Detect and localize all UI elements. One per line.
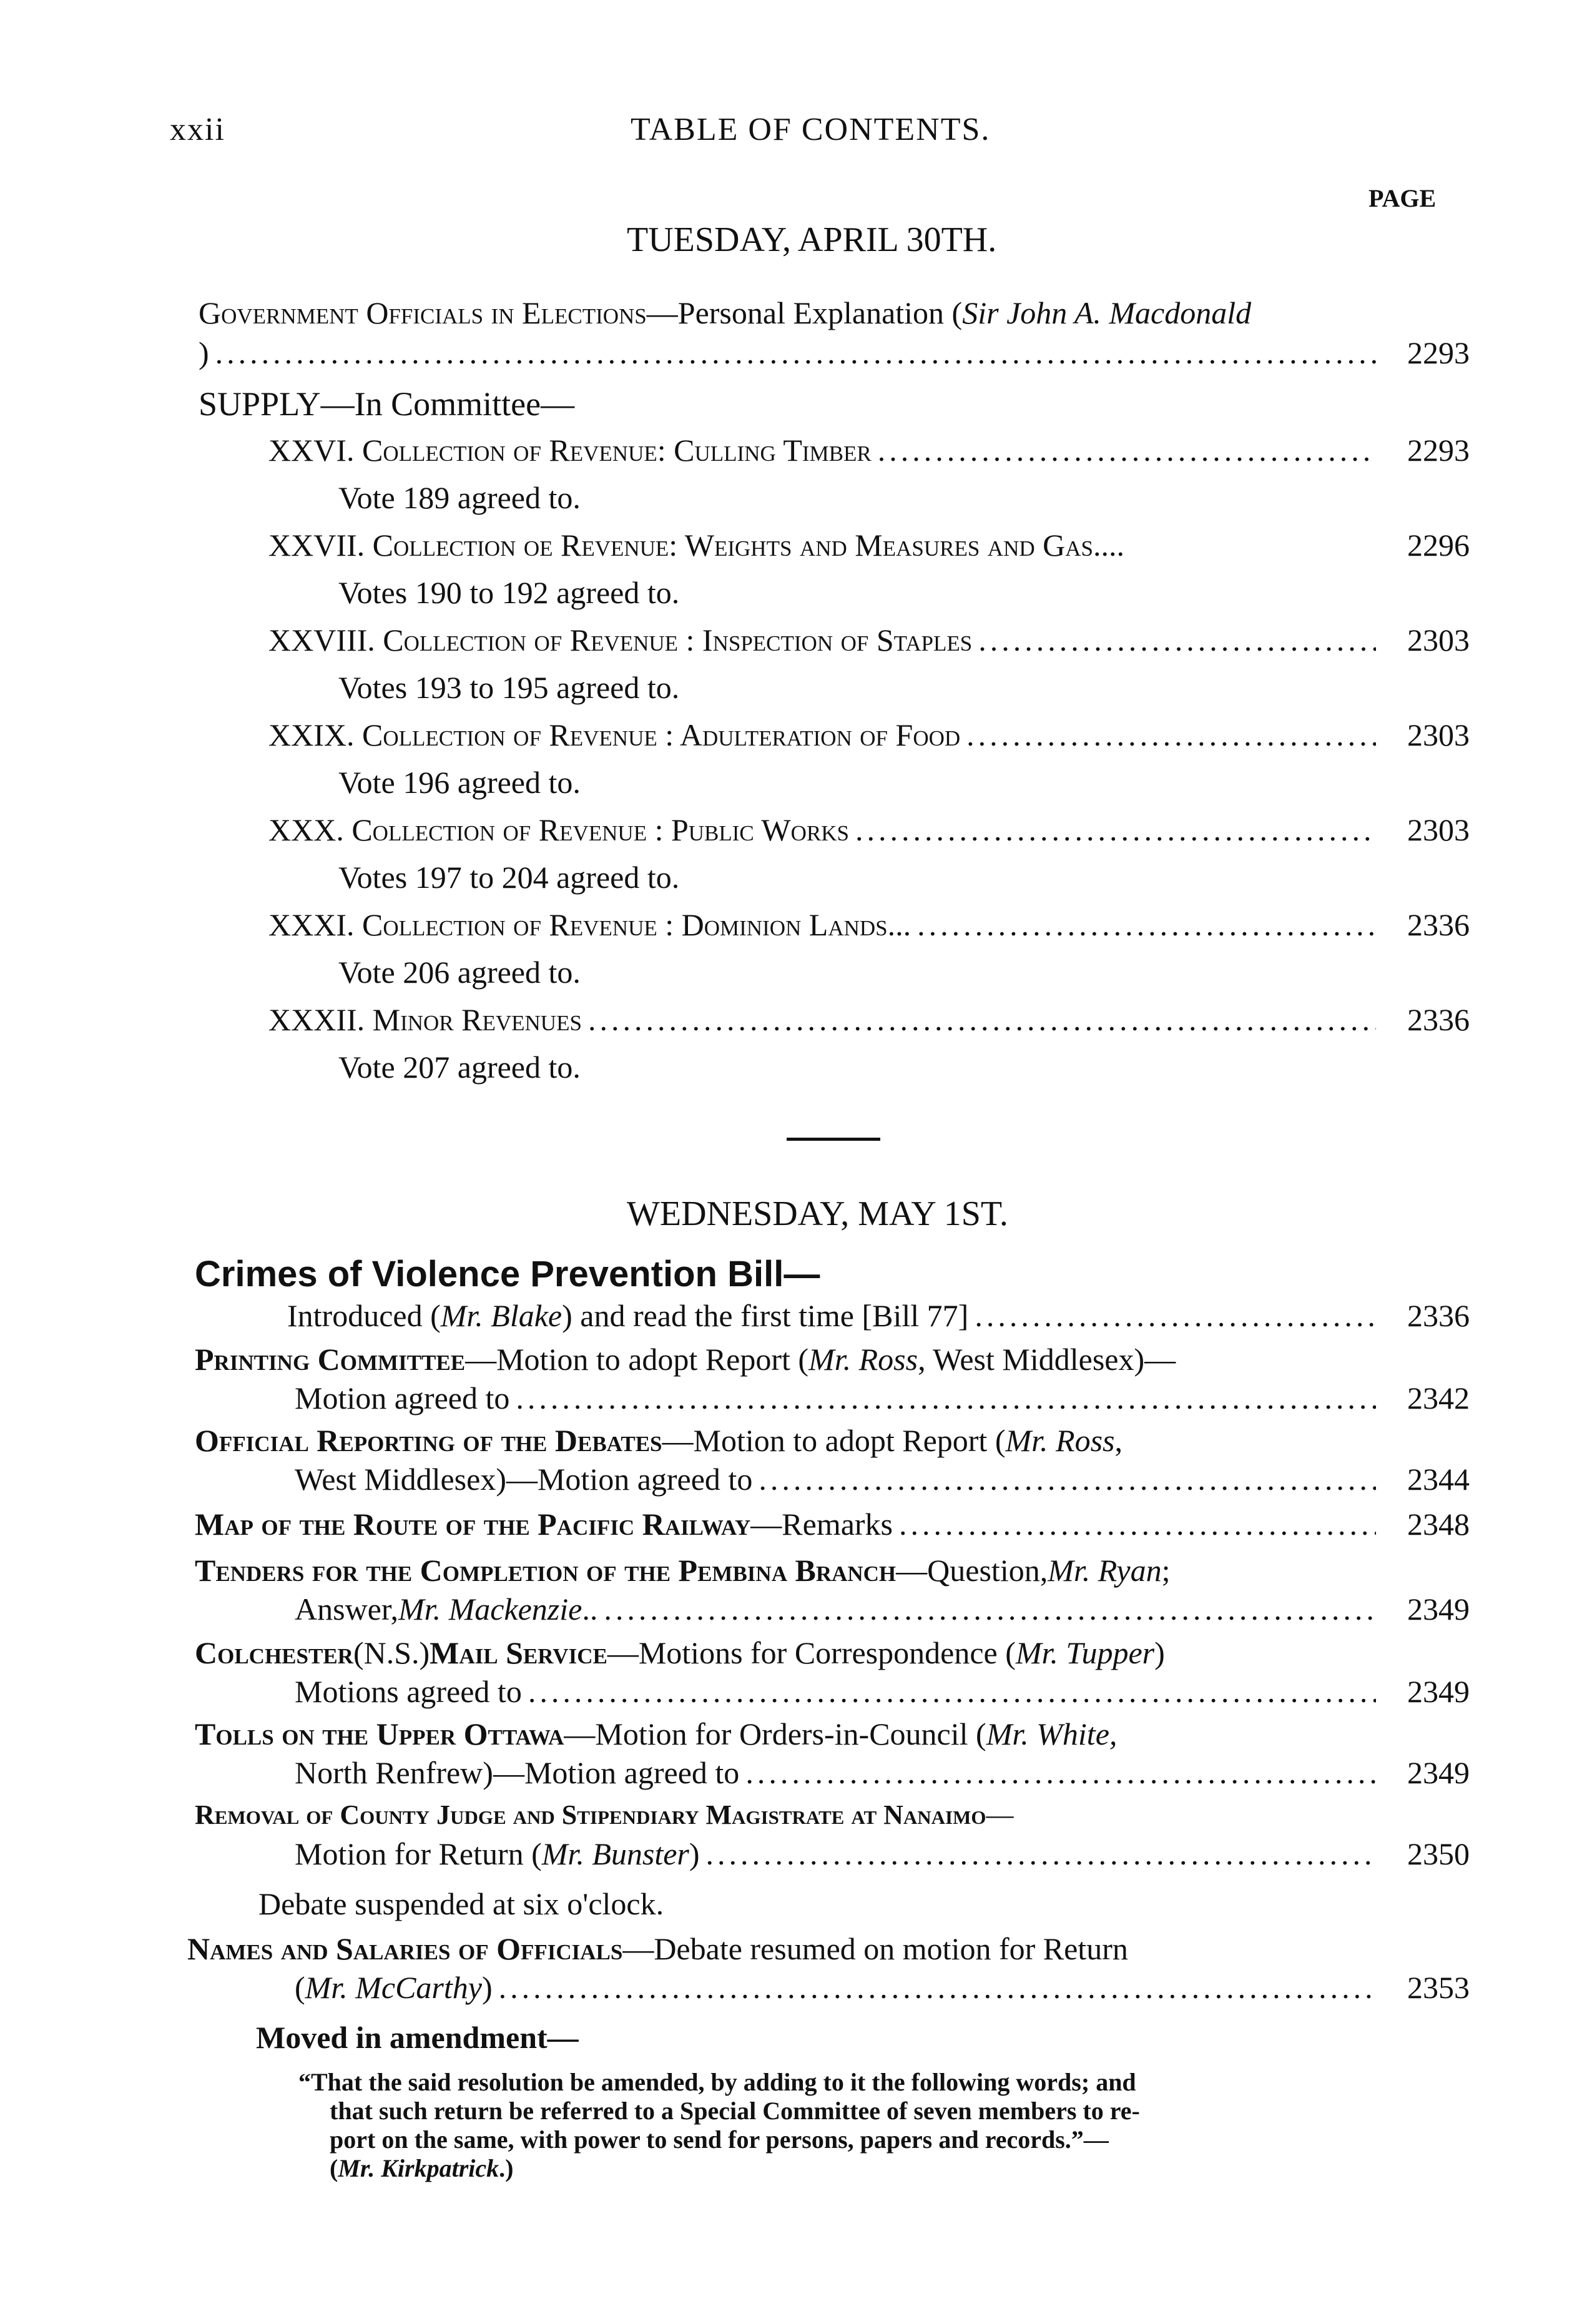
entry-title: Printing Committee [195,1342,466,1377]
entry-speaker: Mr. White, [986,1716,1118,1751]
entry-note: Debate suspended at six o'clock. [258,1886,664,1921]
item-page: 2303 [1407,717,1470,752]
entry-title: Tolls on the Upper Ottawa [195,1716,564,1751]
leader-dots [975,1296,1376,1335]
item-number: XXVI. [268,433,355,468]
entry-title: Names and Salaries of Officials [187,1931,623,1966]
leader-dots [516,1379,1376,1417]
entry-title: Crimes of Violence Prevention Bill— [195,1254,820,1294]
entry-page: 2350 [1407,1836,1470,1871]
entry-speaker: Mr. Ryan [1048,1553,1162,1588]
entry-title: Tenders for the Completion of the Pembina Branch [195,1553,897,1588]
moved-in-amendment: Moved in amendment— [256,2020,579,2055]
item-number: XXXII. [268,1002,365,1037]
entry-desc: —Motion for Orders-in-Council ( [564,1716,986,1751]
item-page: 2296 [1407,528,1470,563]
leader-dots [499,1968,1376,2007]
entry-page: 2293 [1407,335,1470,370]
supply-heading: SUPPLY—In Committee— [199,385,575,423]
item-number: XXXI. [268,907,355,942]
entry-desc: Introduced ( [287,1298,441,1333]
entry-page: 2336 [1407,1298,1470,1333]
section-heading-wednesday: WEDNESDAY, MAY 1ST. [627,1194,1008,1233]
leader-dots [706,1834,1376,1873]
leader-dots [604,1590,1376,1628]
entry-desc-rest: ; [1161,1553,1171,1588]
entry-desc-rest: , [1114,1423,1123,1458]
leader-dots [745,1753,1376,1792]
item-page: 2293 [1407,433,1470,468]
entry-desc-rest: ) and read the first time [Bill 77] [562,1298,969,1333]
entry-speaker-2: Mr. Mackenzie [398,1592,582,1627]
entry-speaker: Mr. Blake [440,1298,563,1333]
entry-page: 2349 [1407,1592,1470,1627]
item-number: XXX. [268,812,344,847]
entry-desc-line2: West Middlesex)—Motion agreed to [295,1462,753,1497]
entry-speaker: Mr. Bunster [541,1836,689,1871]
item-vote: Votes 190 to 192 agreed to. [338,575,680,610]
leader-dots [759,1460,1376,1499]
quote-line: “That the said resolution be amended, by adding to it the following words; and [298,2068,1136,2096]
entry-desc: —Personal Explanation ( [646,295,963,330]
leader-dots [978,621,1376,659]
entry-desc-line2: Motion agreed to [295,1381,510,1416]
leader-dots [855,810,1376,849]
entry-dash: — [986,1800,1014,1830]
item-vote: Votes 197 to 204 agreed to. [338,860,680,895]
leader-dots [966,716,1376,754]
entry-desc-line2-rest: .. [582,1592,598,1627]
entry-desc-rest: —Motions for Correspondence ( [607,1635,1016,1670]
leader-dots [528,1672,1376,1711]
leader-dots [588,1000,1376,1039]
entry-title: Government Officials in Elections [199,295,647,330]
item-title: Collection of Revenue : Dominion Lands... [361,907,911,942]
item-number: XXIX. [268,717,355,752]
entry-speaker: Mr. Ross [808,1342,918,1377]
entry-desc-line2: Motions agreed to [295,1674,522,1709]
entry-title: Official Reporting of the Debates [195,1423,662,1458]
entry-title: Removal of County Judge and Stipendiary Magistrate at Nanaimo [195,1800,986,1830]
entry-speaker: Mr. Tupper [1015,1635,1155,1670]
leader-dots [878,431,1376,470]
entry-title: Map of the Route of the Pacific Railway [195,1507,751,1542]
page-column-label: PAGE [1368,184,1437,212]
page-number: xxii [170,112,225,147]
entry-desc-line2-rest: ) [689,1836,700,1871]
entry-speaker: Mr. McCarthy [305,1970,482,2005]
entry-page: 2349 [1407,1755,1470,1790]
item-page: 2336 [1407,1002,1470,1037]
entry-desc-line2: North Renfrew)—Motion agreed to [295,1755,740,1790]
entry-page: 2353 [1407,1970,1470,2005]
item-title: Collection oe Revenue: Weights and Measures and Gas.... [372,528,1124,563]
page-title: TABLE OF CONTENTS. [631,112,991,147]
entry-page: 2349 [1407,1674,1470,1709]
item-title: Collection of Revenue : Public Works [351,812,849,847]
entry-desc: —Question, [896,1553,1048,1588]
amendment-quote [298,2068,1397,2183]
section-divider [787,1138,880,1141]
item-vote: Votes 193 to 195 agreed to. [338,670,680,705]
item-page: 2303 [1407,812,1470,847]
entry-close: ) [199,335,209,370]
leader-dots [917,905,1376,944]
item-vote: Vote 207 agreed to. [338,1050,581,1085]
entry-desc-line2: Answer, [295,1592,399,1627]
entry-title-2: Mail Service [430,1635,607,1670]
quote-speaker: Mr. Kirkpatrick [338,2154,499,2182]
quote-close: .) [499,2154,514,2182]
item-title: Collection of Revenue : Inspection of Staples [383,623,973,657]
item-page: 2303 [1407,623,1470,657]
entry-speaker: Mr. Ross [1005,1423,1115,1458]
entry-desc: —Motion to adopt Report ( [662,1423,1006,1458]
item-title: Collection of Revenue: Culling Timber [361,433,872,468]
entry-desc-line2: ( [295,1970,305,2005]
entry-title: Colchester [195,1635,353,1670]
entry-desc: —Debate resumed on motion for Return [622,1931,1128,1966]
item-title: Minor Revenues [372,1002,582,1037]
entry-page: 2342 [1407,1381,1470,1416]
quote-open: ( [330,2154,338,2182]
entry-page: 2348 [1407,1507,1470,1542]
quote-line: that such return be referred to a Special Committee of seven members to re- [330,2097,1140,2125]
entry-page: 2344 [1407,1462,1470,1497]
entry-desc: —Remarks [750,1507,893,1542]
quote-line: port on the same, with power to send for persons, papers and records.”— [330,2125,1109,2154]
leader-dots [215,333,1376,372]
item-page: 2336 [1407,907,1470,942]
entry-desc-close: ) [1154,1635,1165,1670]
item-number: XXVII. [268,528,365,563]
leader-dots [899,1505,1376,1544]
entry-desc-line2: Motion for Return ( [295,1836,542,1871]
item-vote: Vote 196 agreed to. [338,765,581,800]
section-heading-tuesday: TUESDAY, APRIL 30TH. [627,220,997,259]
item-vote: Vote 189 agreed to. [338,480,581,515]
entry-desc-line2-rest: ) [481,1970,493,2005]
item-number: XXVIII. [268,623,375,657]
entry-desc-rest: , West Middlesex)— [918,1342,1176,1377]
entry-desc: —Motion to adopt Report ( [465,1342,809,1377]
entry-speaker: Sir John A. Macdonald [962,295,1252,330]
item-vote: Vote 206 agreed to. [338,955,581,990]
entry-desc: (N.S.) [353,1635,430,1670]
item-title: Collection of Revenue : Adulteration of Food [361,717,961,752]
